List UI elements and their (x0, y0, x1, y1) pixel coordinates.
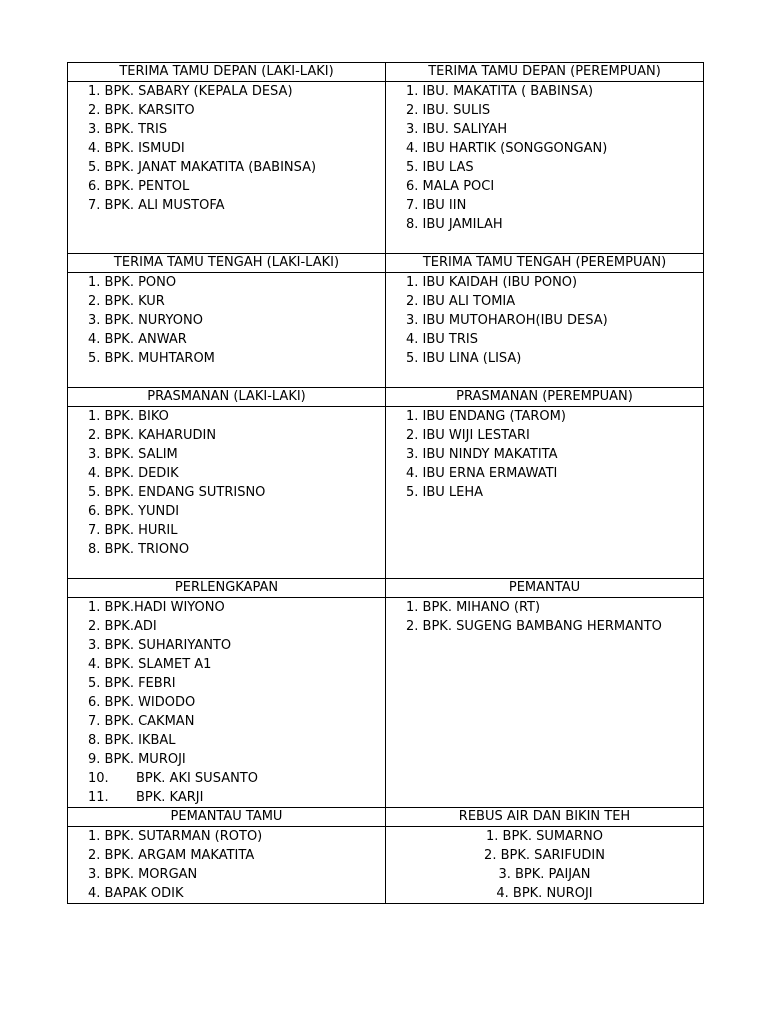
list-item: 1. BPK. SABARY (KEPALA DESA) (88, 84, 293, 99)
member-cell-left (68, 273, 386, 388)
list-item: 3. BPK. TRIS (88, 122, 168, 137)
list-item: 4. IBU TRIS (406, 332, 478, 347)
list-item: 5. BPK. FEBRI (88, 676, 176, 691)
section-body-row (68, 407, 704, 579)
member-cell-left (68, 82, 386, 254)
list-item: 3. BPK. SALIM (88, 447, 178, 462)
list-item: 2. BPK.ADI (88, 619, 157, 634)
list-item: 8. BPK. TRIONO (88, 542, 190, 557)
list-item: 2. BPK. ARGAM MAKATITA (88, 848, 255, 863)
section-title-right: TERIMA TAMU TENGAH (PEREMPUAN) (386, 254, 704, 273)
section-title-left: TERIMA TAMU TENGAH (LAKI-LAKI) (68, 254, 386, 273)
list-item: 4. BPK. ISMUDI (88, 141, 185, 156)
list-item: 7. BPK. ALI MUSTOFA (88, 198, 225, 213)
section-body-row (68, 598, 704, 808)
list-item: 5. IBU LEHA (406, 485, 484, 500)
member-list (386, 407, 703, 502)
list-item: 3. IBU. SALIYAH (406, 122, 508, 137)
item-number: 11. (88, 790, 109, 805)
list-item: 8. BPK. IKBAL (88, 733, 176, 748)
list-item: 1. BPK. BIKO (88, 409, 169, 424)
section-title-left: PEMANTAU TAMU (68, 808, 386, 827)
section-header-row (68, 808, 704, 827)
list-item: 6. BPK. PENTOL (88, 179, 190, 194)
list-item: 5. IBU LAS (406, 160, 474, 175)
list-item: 5. BPK. JANAT MAKATITA (BABINSA) (88, 160, 317, 175)
list-item: 1. IBU ENDANG (TAROM) (406, 409, 566, 424)
list-item: 7. BPK. CAKMAN (88, 714, 195, 729)
list-item: 2. IBU ALI TOMIA (406, 294, 516, 309)
list-item: 2. IBU. SULIS (406, 103, 491, 118)
section-title-left: PRASMANAN (LAKI-LAKI) (68, 388, 386, 407)
member-list (68, 82, 385, 215)
member-list (386, 273, 703, 368)
section-title-right: TERIMA TAMU DEPAN (PEREMPUAN) (386, 63, 704, 82)
list-item: 7. IBU IIN (406, 198, 467, 213)
section-header-row (68, 579, 704, 598)
list-item: 3. BPK. MORGAN (88, 867, 198, 882)
list-item: 9. BPK. MUROJI (88, 752, 186, 767)
section-body-row (68, 82, 704, 254)
list-item: 4. BPK. SLAMET A1 (88, 657, 212, 672)
list-item: 4. BPK. NUROJI (496, 886, 593, 901)
list-item: 2. BPK. SUGENG BAMBANG HERMANTO (406, 619, 662, 634)
member-list (68, 407, 385, 559)
list-item: 1. IBU KAIDAH (IBU PONO) (406, 275, 578, 290)
member-list (68, 273, 385, 368)
list-item (88, 769, 385, 788)
section-header-row (68, 254, 704, 273)
list-item: 1. BPK.HADI WIYONO (88, 600, 225, 615)
section-title-left: TERIMA TAMU DEPAN (LAKI-LAKI) (68, 63, 386, 82)
member-cell-left (68, 598, 386, 808)
list-item: 4. IBU HARTIK (SONGGONGAN) (406, 141, 608, 156)
list-item: 6. BPK. YUNDI (88, 504, 180, 519)
list-item: 3. IBU NINDY MAKATITA (406, 447, 558, 462)
section-title-right: PRASMANAN (PEREMPUAN) (386, 388, 704, 407)
list-item: 4. BPK. DEDIK (88, 466, 179, 481)
member-cell-left (68, 827, 386, 904)
list-item: 3. IBU MUTOHAROH(IBU DESA) (406, 313, 608, 328)
list-item: 7. BPK. HURIL (88, 523, 178, 538)
list-item: 8. IBU JAMILAH (406, 217, 503, 232)
list-item: 3. BPK. PAIJAN (498, 867, 591, 882)
member-cell-right (386, 598, 704, 808)
list-item: 1. BPK. MIHANO (RT) (406, 600, 541, 615)
list-item: 1. IBU. MAKATITA ( BABINSA) (406, 84, 594, 99)
list-item: 4. BPK. ANWAR (88, 332, 187, 347)
list-item: 6. MALA POCI (406, 179, 495, 194)
member-list (68, 827, 385, 903)
member-cell-right (386, 273, 704, 388)
section-body-row (68, 827, 704, 904)
list-item (88, 788, 385, 807)
member-list (386, 827, 703, 903)
list-item: 1. BPK. SUMARNO (486, 829, 603, 844)
member-list (68, 598, 385, 807)
section-title-right: REBUS AIR DAN BIKIN TEH (386, 808, 704, 827)
list-item: 5. BPK. ENDANG SUTRISNO (88, 485, 266, 500)
list-item: 4. BAPAK ODIK (88, 886, 184, 901)
section-header-row (68, 63, 704, 82)
item-number: 10. (88, 771, 109, 786)
list-item: 1. BPK. PONO (88, 275, 177, 290)
list-item: 5. BPK. MUHTAROM (88, 351, 215, 366)
section-body-row (68, 273, 704, 388)
section-header-row (68, 388, 704, 407)
section-title-left: PERLENGKAPAN (68, 579, 386, 598)
member-cell-right (386, 82, 704, 254)
list-item: 3. BPK. SUHARIYANTO (88, 638, 232, 653)
list-item: 2. IBU WIJI LESTARI (406, 428, 530, 443)
member-cell-right (386, 407, 704, 579)
list-item: 2. BPK. KUR (88, 294, 165, 309)
committee-table (67, 62, 704, 904)
member-cell-left (68, 407, 386, 579)
list-item: 3. BPK. NURYONO (88, 313, 203, 328)
item-name: BPK. AKI SUSANTO (136, 771, 258, 786)
list-item: 6. BPK. WIDODO (88, 695, 196, 710)
list-item: 4. IBU ERNA ERMAWATI (406, 466, 558, 481)
list-item: 1. BPK. SUTARMAN (ROTO) (88, 829, 263, 844)
list-item: 2. BPK. KAHARUDIN (88, 428, 217, 443)
list-item: 2. BPK. KARSITO (88, 103, 195, 118)
member-list (386, 82, 703, 234)
list-item: 2. BPK. SARIFUDIN (484, 848, 605, 863)
section-title-right: PEMANTAU (386, 579, 704, 598)
member-list (386, 598, 703, 636)
item-name: BPK. KARJI (136, 790, 204, 805)
member-cell-right (386, 827, 704, 904)
list-item: 5. IBU LINA (LISA) (406, 351, 522, 366)
